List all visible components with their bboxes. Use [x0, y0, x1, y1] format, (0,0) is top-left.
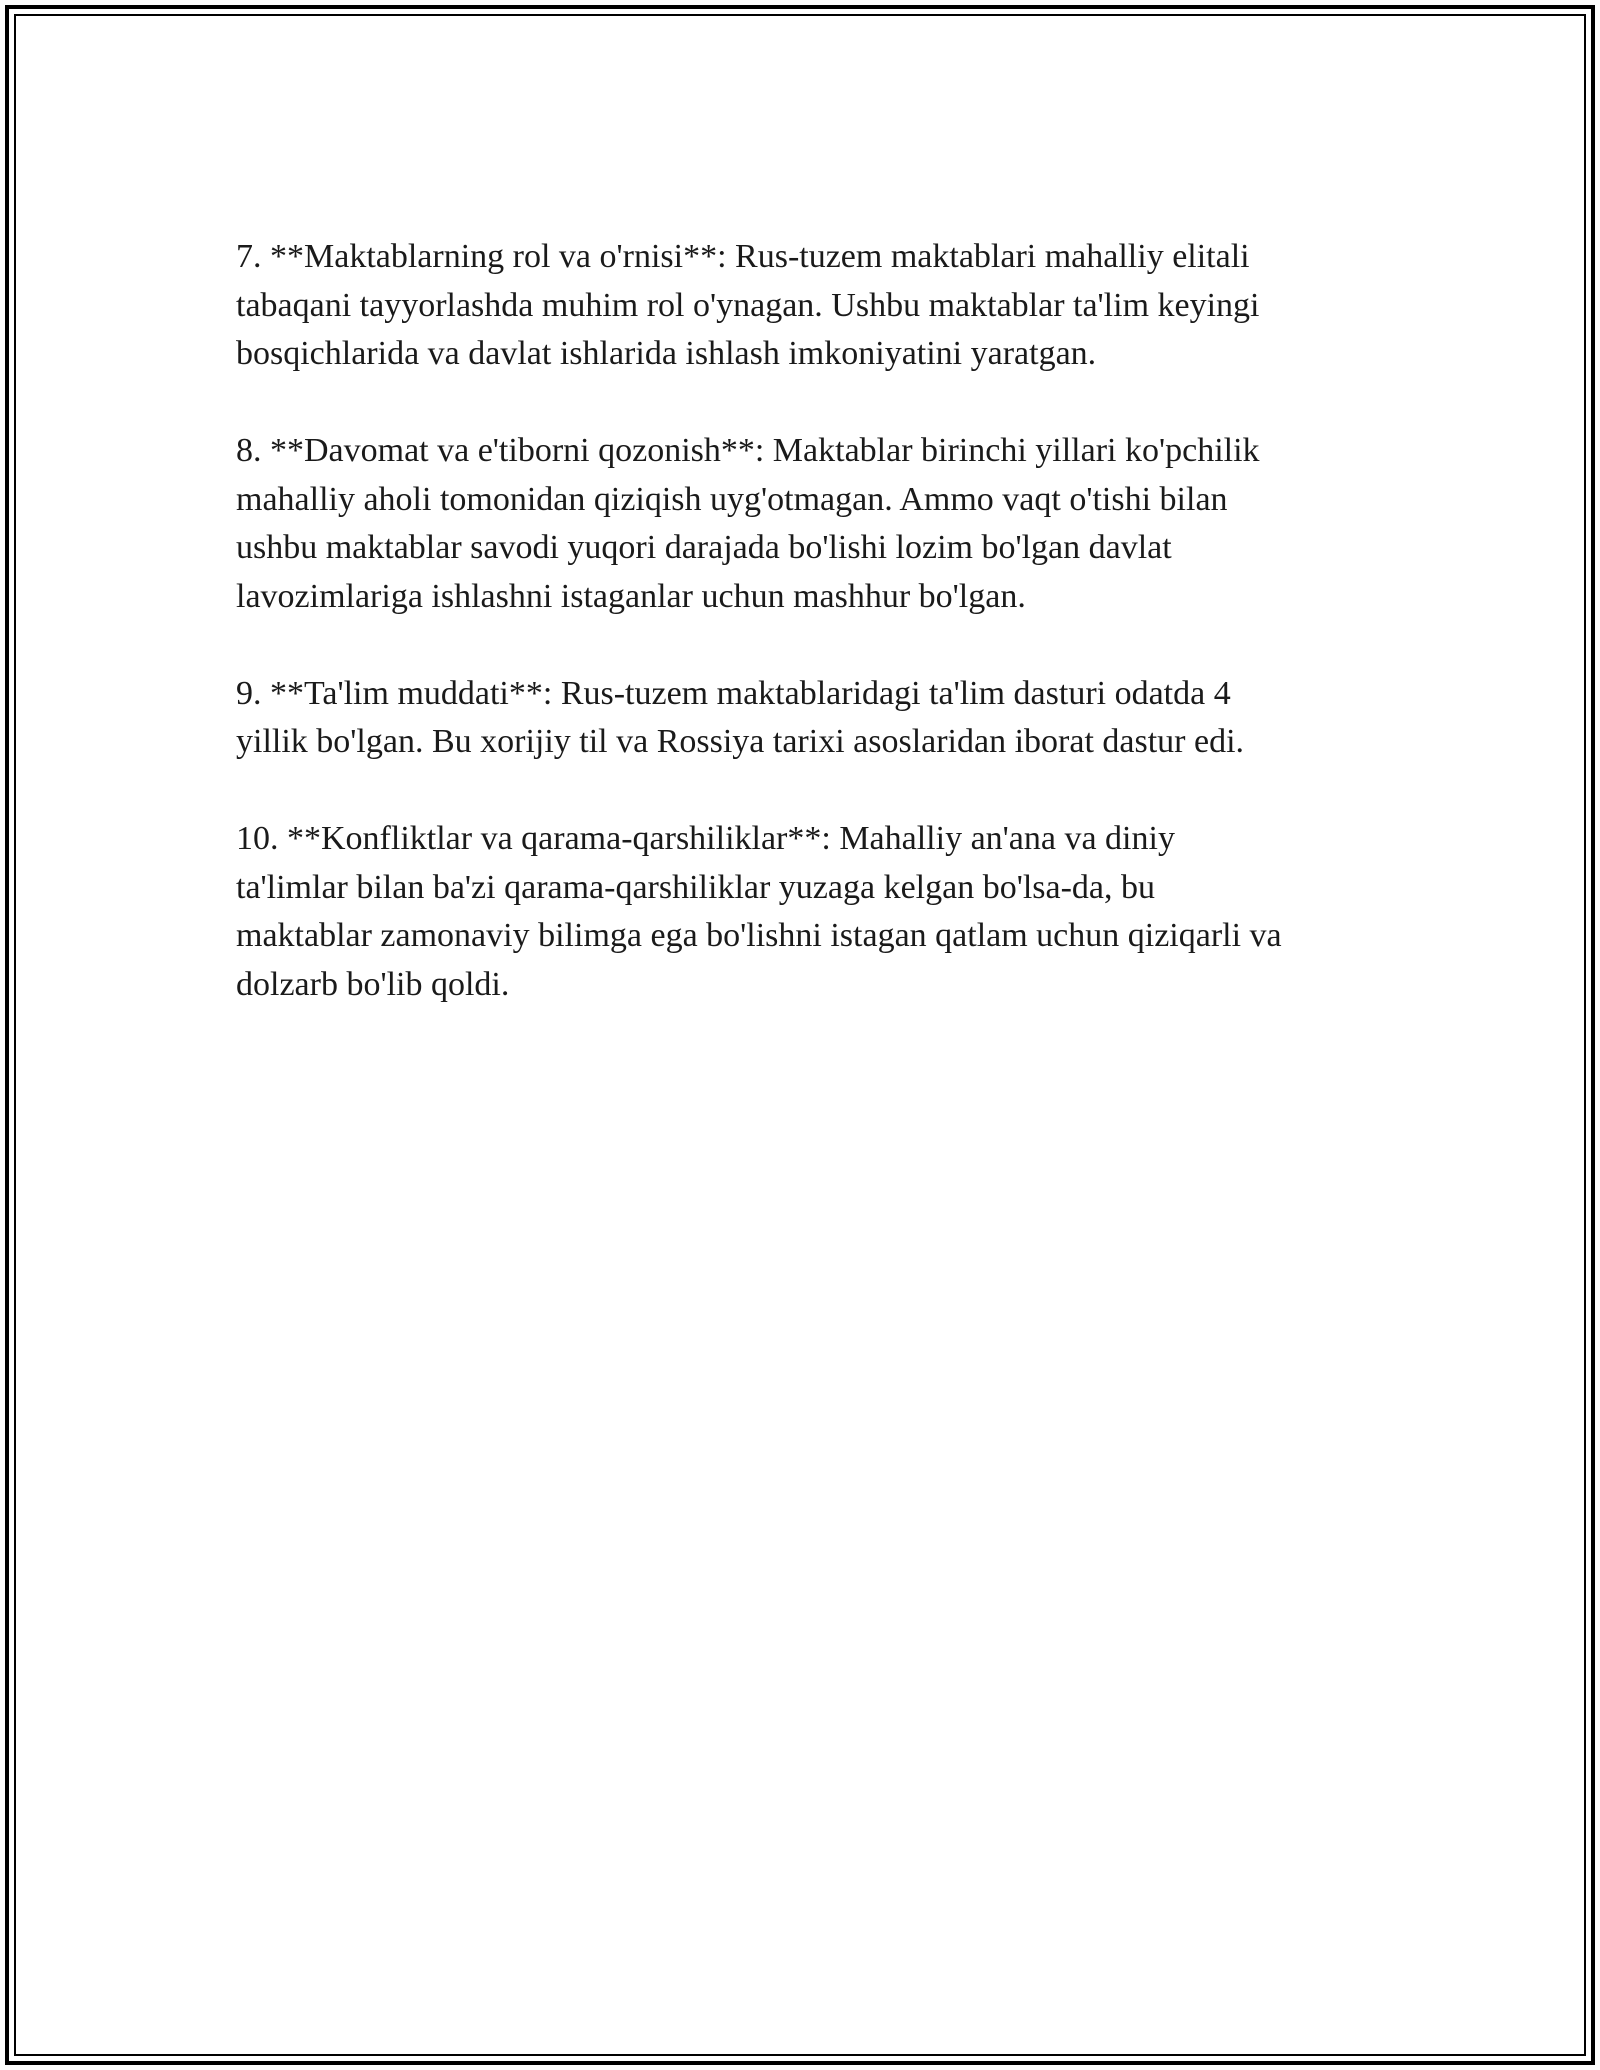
paragraph-line: maktablar zamonaviy bilimga ega bo'lishni istagan qatlam uchun qiziqarli va: [236, 917, 1282, 954]
paragraph-line: ta'limlar bilan ba'zi qarama-qarshiliklar yuzaga kelgan bo'lsa-da, bu: [236, 868, 1156, 906]
paragraph-line: ushbu maktablar savodi yuqori darajada bo'lishi lozim bo'lgan davlat: [236, 529, 1172, 566]
paragraph-line: lavozimlariga ishlashni istaganlar uchun mashhur bo'lgan.: [236, 577, 1026, 615]
paragraph-line: 9. **Ta'lim muddati**: Rus-tuzem maktablaridagi ta'lim dasturi odatda 4: [236, 674, 1231, 712]
paragraph-line: tabaqani tayyorlashda muhim rol o'ynagan. Ushbu maktablar ta'lim keyingi: [236, 286, 1260, 324]
paragraph-line: 8. **Davomat va e'tiborni qozonish**: Maktablar birinchi yillari ko'pchilik: [236, 432, 1260, 469]
paragraph-line: dolzarb bo'lib qoldi.: [236, 965, 510, 1003]
document-body: [236, 233, 1376, 1058]
paragraph-line: 10. **Konfliktlar va qarama-qarshiliklar**: Mahalliy an'ana va diniy: [236, 820, 1175, 857]
paragraph-10: [236, 815, 1376, 1009]
paragraph-line: 7. **Maktablarning rol va o'rnisi**: Rus-tuzem maktablari mahalliy elitali: [236, 238, 1250, 275]
paragraph-line: yillik bo'lgan. Bu xorijiy til va Rossiya tarixi asoslaridan iborat dastur edi.: [236, 723, 1245, 760]
paragraph-line: bosqichlarida va davlat ishlarida ishlash imkoniyatini yaratgan.: [236, 335, 1097, 372]
paragraph-7: [236, 233, 1376, 379]
paragraph-9: [236, 670, 1376, 767]
paragraph-8: [236, 427, 1376, 621]
paragraph-line: mahalliy aholi tomonidan qiziqish uyg'otmagan. Ammo vaqt o'tishi bilan: [236, 480, 1228, 518]
